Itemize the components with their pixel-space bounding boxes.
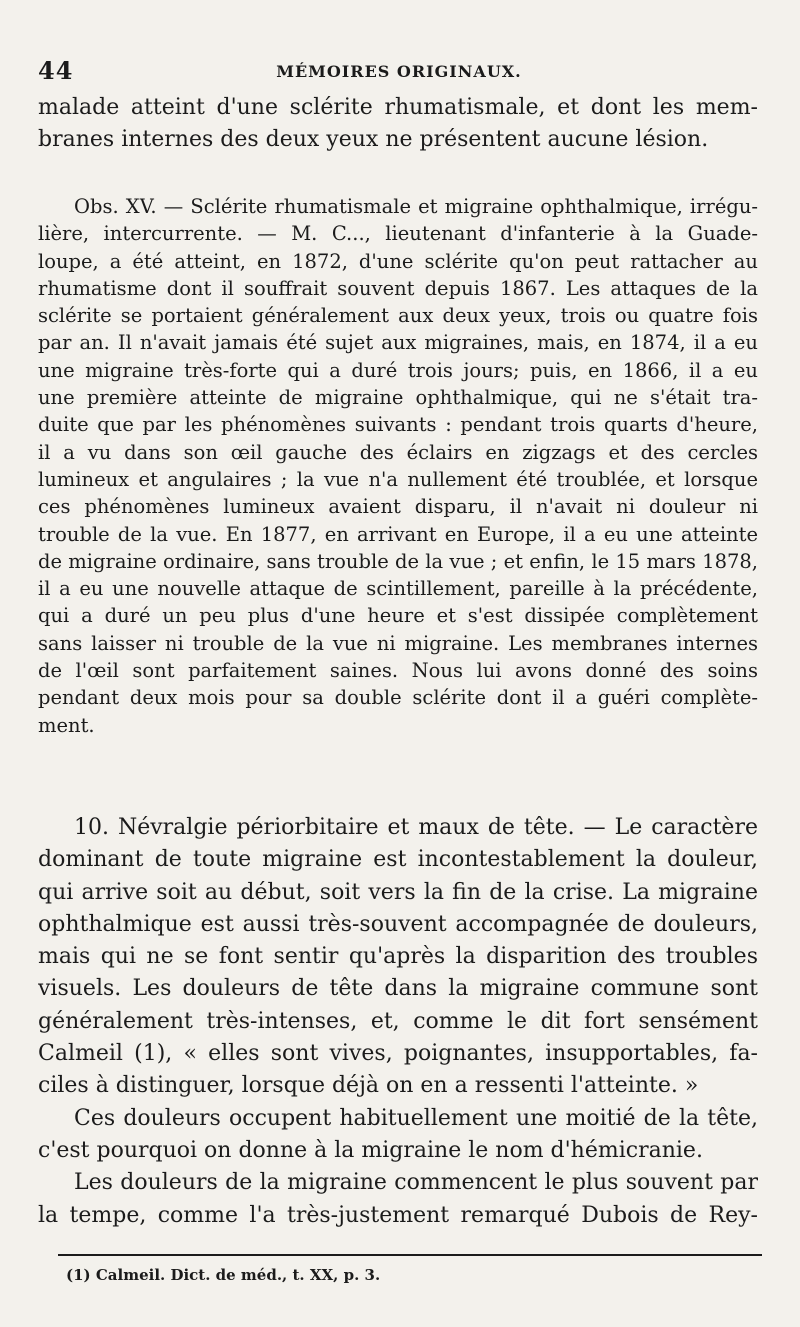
text-line: de l'œil sont parfaitement saines. Nous lui avons donné des soins [38, 659, 758, 683]
text-line: visuels. Les douleurs de tête dans la migraine commune sont [38, 976, 758, 1002]
text-line: ment. [38, 713, 95, 737]
observation-heading-line: Obs. XV. — Sclérite rhumatismale et migraine ophthalmique, irrégu- [74, 195, 758, 218]
footnote-rule [58, 1254, 762, 1256]
text-line: la tempe, comme l'a très-justement remarqué Dubois de Rey- [38, 1202, 758, 1228]
text-line: ophthalmique est aussi très-souvent accompagnée de douleurs, [38, 911, 758, 937]
section-10 [38, 812, 758, 1232]
text-line: mais qui ne se font sentir qu'après la disparition des troubles [38, 944, 758, 970]
text-line: branes internes des deux yeux ne présentent aucune lésion. [38, 127, 709, 152]
observation-xv [38, 193, 758, 739]
running-title: MÉMOIRES ORIGINAUX. [276, 62, 522, 81]
text-line: ces phénomènes lumineux avaient disparu, il n'avait ni douleur ni [38, 495, 758, 519]
text-line: qui arrive soit au début, soit vers la fin de la crise. La migraine [38, 879, 758, 905]
text-line: généralement très-intenses, et, comme le dit fort sensément [38, 1008, 758, 1034]
text-line: une migraine très-forte qui a duré trois jours; puis, en 1866, il a eu [38, 358, 758, 382]
text-line: loupe, a été atteint, en 1872, d'une sclérite qu'on peut rattacher au [38, 249, 758, 273]
text-line: Ces douleurs occupent habituellement une moitié de la tête, [74, 1105, 758, 1131]
text-line: il a vu dans son œil gauche des éclairs en zigzags et des cercles [38, 440, 758, 464]
text-line: ciles à distinguer, lorsque déjà on en a ressenti l'atteinte. » [38, 1073, 699, 1099]
text-line: lumineux et angulaires ; la vue n'a nullement été troublée, et lorsque [38, 467, 758, 491]
text-line: duite que par les phénomènes suivants : pendant trois quarts d'heure, [38, 413, 758, 437]
text-line: qui a duré un peu plus d'une heure et s'est dissipée complètement [38, 604, 758, 628]
page-header [38, 56, 760, 88]
page-number: 44 [38, 56, 74, 85]
footnote: (1) Calmeil. Dict. de méd., t. XX, p. 3. [66, 1266, 381, 1284]
text-line: Les douleurs de la migraine commencent le plus souvent par [74, 1170, 758, 1196]
text-line: Calmeil (1), « elles sont vives, poignantes, insupportables, fa- [38, 1041, 758, 1067]
section-heading-line: 10. Névralgie périorbitaire et maux de tête. — Le caractère [74, 815, 758, 840]
text-line: sans laisser ni trouble de la vue ni migraine. Les membranes internes [38, 631, 758, 655]
text-line: malade atteint d'une sclérite rhumatismale, et dont les mem- [38, 95, 758, 120]
text-line: sclérite se portaient généralement aux deux yeux, trois ou quatre fois [38, 304, 758, 328]
text-line: par an. Il n'avait jamais été sujet aux migraines, mais, en 1874, il a eu [38, 331, 758, 355]
intro-paragraph [38, 92, 758, 156]
text-line: c'est pourquoi on donne à la migraine le nom d'hémicranie. [38, 1137, 703, 1163]
text-line: de migraine ordinaire, sans trouble de la vue ; et enfin, le 15 mars 1878, [38, 549, 758, 573]
text-line: dominant de toute migraine est incontestablement la douleur, [38, 847, 758, 873]
text-line: une première atteinte de migraine ophthalmique, qui ne s'était tra- [38, 386, 758, 410]
text-line: pendant deux mois pour sa double sclérite dont il a guéri complète- [38, 686, 758, 710]
text-line: il a eu une nouvelle attaque de scintillement, pareille à la précédente, [38, 577, 758, 601]
text-line: rhumatisme dont il souffrait souvent depuis 1867. Les attaques de la [38, 276, 758, 300]
text-line: trouble de la vue. En 1877, en arrivant en Europe, il a eu une atteinte [38, 522, 758, 546]
text-line: lière, intercurrente. — M. C..., lieutenant d'infanterie à la Guade- [38, 222, 758, 246]
